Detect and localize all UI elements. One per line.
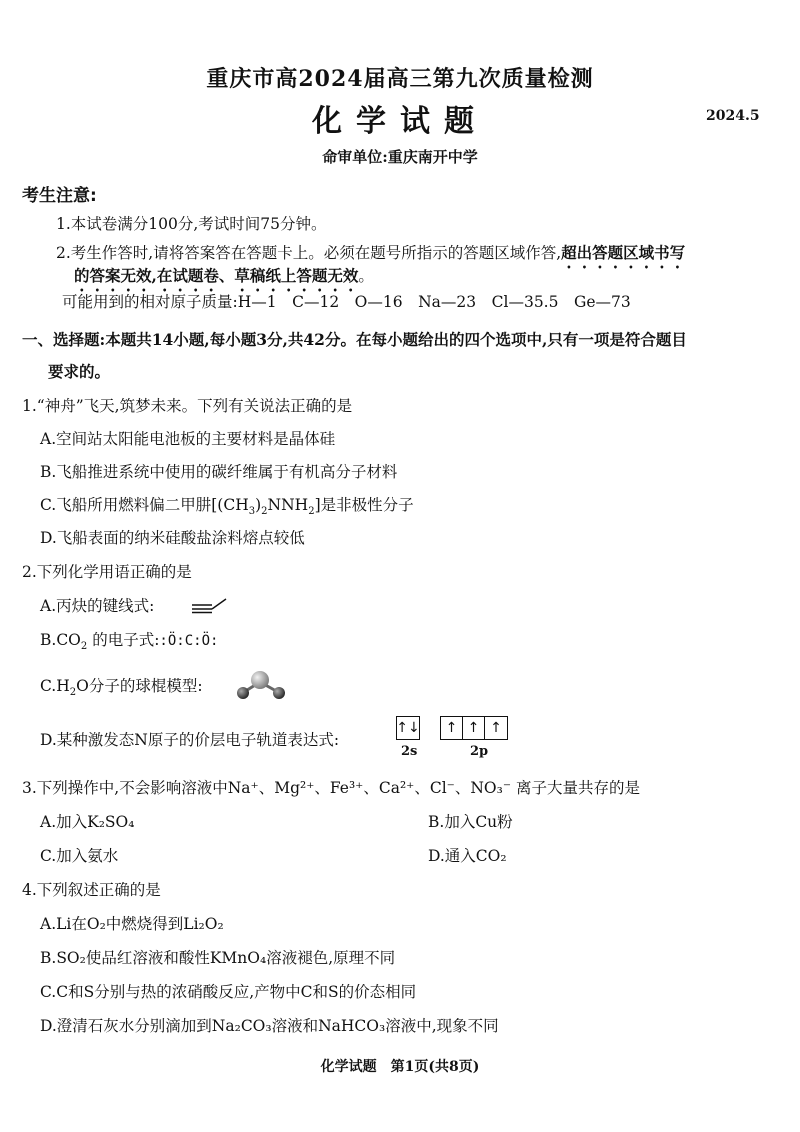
section1-instructions-cont: 要求的。 [48,362,111,381]
propyne-skeletal-formula [190,594,230,616]
orbital-2p-cell: ↑ [441,717,463,739]
q4-stem: 4.下列叙述正确的是 [22,881,161,899]
q4-option-c: C.C和S分别与热的浓硝酸反应,产物中C和S的价态相同 [40,983,417,1001]
orbital-2p-box [440,716,508,740]
q4-option-a: A.Li在O₂中燃烧得到Li₂O₂ [40,915,224,933]
exam-title: 重庆市高2024届高三第九次质量检测 [206,66,594,92]
notice-item-2-cont: 的答案无效,在试题卷、草稿纸上答题无效。 [74,266,374,285]
q4-option-b: B.SO₂使品红溶液和酸性KMnO₄溶液褪色,原理不同 [40,949,396,967]
notice-emphasis-2: 的答案无效,在试题卷、草稿纸上答题无效 [74,266,359,285]
q1-option-a: A.空间站太阳能电池板的主要材料是晶体硅 [40,430,336,448]
q1-stem: 1.“神舟”飞天,筑梦未来。下列有关说法正确的是 [22,397,353,415]
notice-item-1: 1.本试卷满分100分,考试时间75分钟。 [56,215,327,233]
q2-option-c: $C.H_2O$分子的球棍模型: [40,677,203,699]
notice-item-2: 2.考生作答时,请将答案答在答题卡上。必须在题号所指示的答题区域作答,超出答题区域书写 [56,243,686,262]
subject-title: 化学试题 [312,104,488,139]
section1-instructions: 一、选择题:本题共14小题,每小题3分,共42分。在每小题给出的四个选项中,只有一项是符合题目 [22,330,687,349]
q2-stem: 2.下列化学用语正确的是 [22,563,192,581]
q2-option-a: A.丙炔的键线式: [40,597,155,615]
q3-option-c: C.加入氨水 [40,847,119,865]
setter-unit: 命审单位:重庆南开中学 [322,148,478,166]
orbital-2s-box [396,716,420,740]
q3-option-b: B.加入Cu粉 [428,813,513,831]
water-ball-stick-model [232,668,292,702]
co2-electron-formula: :Ö:C:Ö: [159,633,219,649]
orbital-2s-label: 2s [401,744,418,759]
q2-option-b: $B.CO_2$ 的电子式::Ö:C:Ö: [40,631,219,653]
q3-option-a: A.加入K₂SO₄ [40,813,135,831]
atomic-masses: 可能用到的相对原子质量:H—1 C—12 O—16 Na—23 Cl—35.5 Ge—73 [62,293,631,311]
orbital-2s-cell: ↑↓ [396,720,420,736]
orbital-2p-label: 2p [470,744,489,759]
notice-heading: 考生注意: [22,186,97,206]
q1-option-d: D.飞船表面的纳米硅酸盐涂料熔点较低 [40,529,305,547]
q1-option-c: C.飞船所用燃料偏二甲肼$[(CH_3)_2NNH_2]$是非极性分子 [40,496,414,518]
notice-emphasis-1: 超出答题区域书写 [561,243,686,262]
q1-option-b: B.飞船推进系统中使用的碳纤维属于有机高分子材料 [40,463,398,481]
q3-stem: 3.下列操作中,不会影响溶液中Na⁺、Mg²⁺、Fe³⁺、Ca²⁺、Cl⁻、NO₃⁻ 离子大量共存的是 [22,779,640,797]
q2-option-d: D.某种激发态N原子的价层电子轨道表达式: [40,731,340,749]
q4-option-d: D.澄清石灰水分别滴加到Na₂CO₃溶液和NaHCO₃溶液中,现象不同 [40,1017,499,1035]
q3-option-d: D.通入CO₂ [428,847,507,865]
page-footer: 化学试题 第1页(共8页) [320,1059,480,1075]
orbital-2p-cell: ↑ [463,717,485,739]
orbital-2p-cell: ↑ [490,720,502,736]
exam-date: 2024.5 [706,108,760,124]
q3-ion-list: Na⁺、Mg²⁺、Fe³⁺、Ca²⁺、Cl⁻、NO₃⁻ [227,779,512,797]
